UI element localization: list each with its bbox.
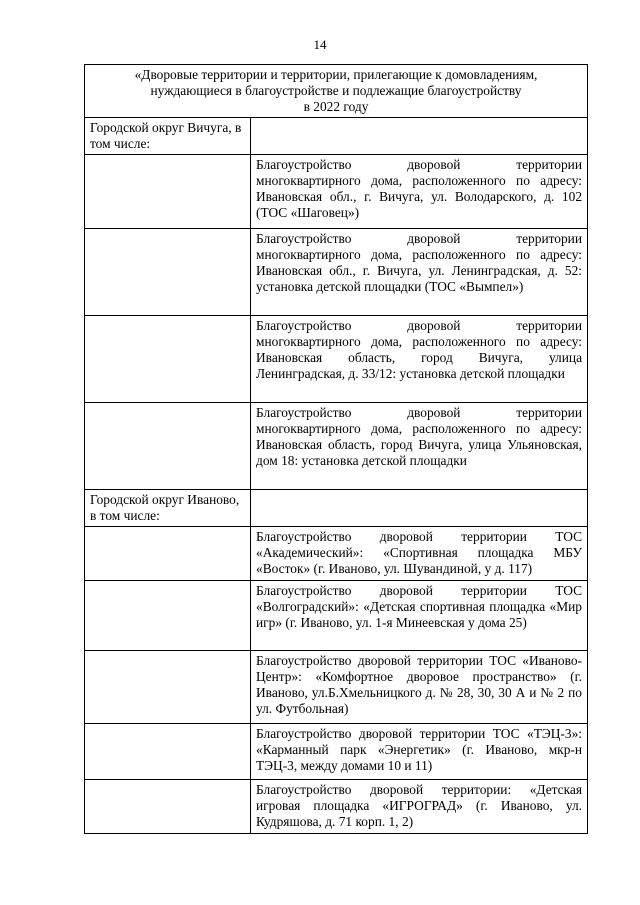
heading-line: в 2022 году (303, 99, 369, 114)
district-empty-cell (251, 118, 588, 155)
empty-cell (85, 403, 251, 490)
item-description: Благоустройство дворовой территории ТОС «Академический»: «Спортивная площадка МБУ «Восток» (г. Иваново, ул. Шувандиной, у д. 117) (251, 527, 588, 581)
item-description: Благоустройство дворовой территории ТОС «Волгоградский»: «Детская спортивная площадка «Мир игр» (г. Иваново, ул. 1-я Минеевская у дома 25) (251, 581, 588, 651)
table-heading (85, 65, 588, 118)
improvement-table (84, 64, 588, 834)
table-row (85, 651, 588, 724)
table-row (85, 316, 588, 403)
table-row (85, 229, 588, 316)
table-row (85, 155, 588, 229)
table-row (85, 724, 588, 780)
table-row (85, 780, 588, 834)
empty-cell (85, 155, 251, 229)
district-name: Городской округ Иваново, в том числе: (85, 490, 251, 527)
table-row (85, 581, 588, 651)
empty-cell (85, 780, 251, 834)
table-heading-row (85, 65, 588, 118)
empty-cell (85, 527, 251, 581)
empty-cell (85, 229, 251, 316)
item-description: Благоустройство дворовой территории многоквартирного дома, расположенного по адресу: Ивановская обл., г. Вичуга, ул. Ленинградская, д. 52: установка детской площадки (ТОС «Вымпел») (251, 229, 588, 316)
empty-cell (85, 724, 251, 780)
item-description: Благоустройство дворовой территории ТОС «ТЭЦ-3»: «Карманный парк «Энергетик» (г. Иваново, мкр-н ТЭЦ-3, между домами 10 и 11) (251, 724, 588, 780)
item-description: Благоустройство дворовой территории ТОС «Иваново-Центр»: «Комфортное дворовое пространство» (г. Иваново, ул.Б.Хмельницкого д. № 28, 30, 30 А и № 2 по ул. Футбольная) (251, 651, 588, 724)
table-row (85, 403, 588, 490)
district-empty-cell (251, 490, 588, 527)
item-description: Благоустройство дворовой территории многоквартирного дома, расположенного по адресу: Ивановская область, город Вичуга, улица Ульяновская, дом 18: установка детской площадки (251, 403, 588, 490)
heading-line: «Дворовые территории и территории, прилегающие к домовладениям, (134, 67, 538, 82)
empty-cell (85, 651, 251, 724)
heading-line: нуждающиеся в благоустройстве и подлежащие благоустройству (150, 83, 522, 98)
district-row (85, 118, 588, 155)
item-description: Благоустройство дворовой территории многоквартирного дома, расположенного по адресу: Ивановская область, город Вичуга, улица Ленинградская, д. 33/12: установка детской площадки (251, 316, 588, 403)
district-row (85, 490, 588, 527)
table-row (85, 527, 588, 581)
empty-cell (85, 316, 251, 403)
page-number: 14 (313, 37, 327, 52)
district-name: Городской округ Вичуга, в том числе: (85, 118, 251, 155)
item-description: Благоустройство дворовой территории: «Детская игровая площадка «ИГРОГРАД» (г. Иваново, ул. Кудряшова, д. 71 корп. 1, 2) (251, 780, 588, 834)
item-description: Благоустройство дворовой территории многоквартирного дома, расположенного по адресу: Ивановская обл., г. Вичуга, ул. Володарского, д. 102 (ТОС «Шаговец») (251, 155, 588, 229)
empty-cell (85, 581, 251, 651)
